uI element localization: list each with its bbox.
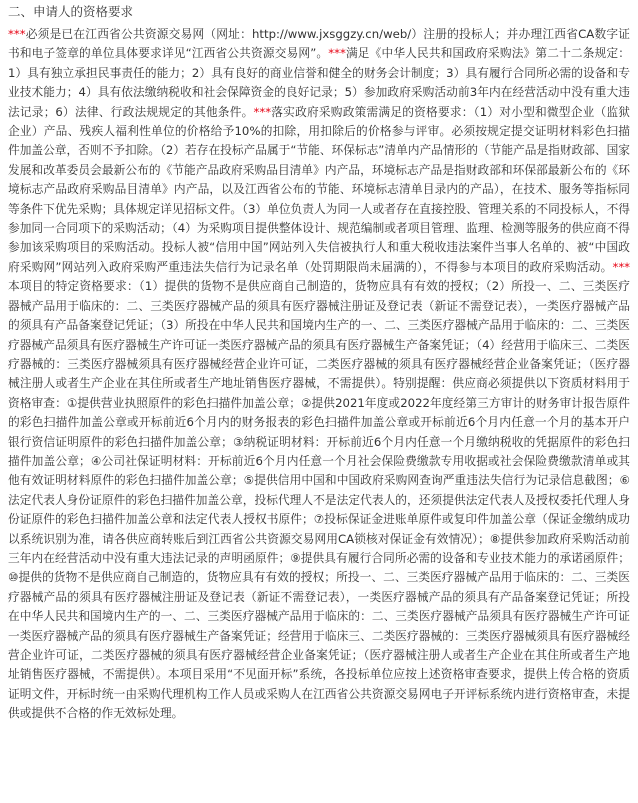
- requirement-specific: 本项目的特定资格要求：（1）提供的货物不是供应商自己制造的，货物应具有有效的授权；（2）所投一、二、三类医疗器械产品用于临床的：二、三类医疗器械产品的须具有医疗器械注册证及登记表（新证不需登记表），一类医疗器械产品的须具有产品备案登记凭证；（3）所投在中华人民共和国境内生产的一、二、三类医疗器械产品用于临床的：二、三类医疗器械产品须具有医疗器械生产许可证一类医疗器械产品的须具有医疗器械生产备案凭证；（4）经营用于临床三、二类医疗器械的：三类医疗器械须具有医疗器械经营企业许可证，二类医疗器械的须具有医疗器械经营企业备案凭证；（医疗器械注册人或者生产企业在其住所或者生产地址销售医疗器械，不需提供）。特别提醒：供应商必须提供以下资质材料用于资格审查：①提供营业执照原件的彩色扫描件加盖公章；②提供2021年度或2022年度经第三方审计的财务审计报告原件的彩色扫描件加盖公章或开标前近6个月内的财务报表的彩色扫描件加盖公章或开标前近6个月内任意一个月的基本开户银行资信证明原件的彩色扫描件加盖公章；③纳税证明材料：开标前近6个月内任意一个月缴纳税收的凭据原件的彩色扫描件加盖公章；④公司社保证明材料：开标前近6个月内任意一个月社会保险费缴款专用收据或社会保险费缴款清单或其他有效证明材料原件的彩色扫描件加盖公章；⑤提供信用中国和中国政府采购网查询严重违法失信行为记录信息截图；⑥法定代表人身份证原件的彩色扫描件加盖公章，投标代理人不是法定代表人的，还须提供法定代表人及授权委托代理人身份证原件的彩色扫描件加盖公章和法定代表人授权书原件；⑦投标保证金进账单原件或复印件加盖公章（保证金缴纳成功以系统识别为准，请各供应商转账后到江西省公共资源交易网用CA锁核对保证金有效情况）；⑧提供参加政府采购活动前三年内在经营活动中没有重大违法记录的声明函原件；⑨提供具有履行合同所必需的设备和专业技术能力的承诺函原件；⑩提供的货物不是供应商自己制造的，货物应具有有效的授权；所投一、二、三类医疗器械产品用于临床的：二、三类医疗器械产品的须具有医疗器械注册证及登记表（新证不需登记表），一类医疗器械产品的须具有产品备案登记凭证；所投在中华人民共和国境内生产的一、二、三类医疗器械产品用于临床的：二、三类医疗器械产品须具有医疗器械生产许可证一类医疗器械产品的须具有医疗器械生产备案凭证；经营用于临床三、二类医疗器械的：三类医疗器械须具有医疗器械经营企业许可证，二类医疗器械的须具有医疗器械经营企业备案凭证；（医疗器械注册人或者生产企业在其住所或者生产地址销售医疗器械，不需提供）。本项目采用“不见面开标”系统，各投标单位应按上述资格审查要求，提供上传合格的资质证明文件，开标时统一由采购代理机构工作人员或采购人在江西省公共资源交易网电子开评标系统内进行资格审查，未提供或提供不合格的作无效标处理。: [8, 279, 630, 721]
- requirement-procurement-law: 满足《中华人民共和国政府采购法》第二十二条规定：1）具有独立承担民事责任的能力；2）具有良好的商业信誉和健全的财务会计制度；3）具有履行合同所必需的设备和专业技术能力；4）具有依法缴纳税收和社会保障资金的良好记录；5）参加政府采购活动前3年内在经营活动中没有重大违法记录；6）法律、行政法规规定的其他条件。: [8, 46, 630, 119]
- requirement-registration: 必须是已在江西省公共资源交易网（网址：http://www.jxsggzy.cn/web/）注册的投标人；并办理江西省CA数字证书和电子签章的单位具体要求详见“江西省公共资源交易网”。: [8, 27, 630, 61]
- asterisk-mark: ***: [253, 104, 272, 119]
- asterisk-mark: ***: [8, 27, 26, 41]
- section-title: 二、申请人的资格要求: [8, 4, 134, 19]
- asterisk-mark: ***: [328, 46, 346, 61]
- requirements-text: [8, 25, 630, 724]
- requirement-policy: 落实政府采购政策需满足的资格要求：（1）对小型和微型企业（监狱企业）产品、残疾人福利性单位的价格给予10%的扣除，用扣除后的价格参与评审。必须按规定提交证明材料彩色扫描件加盖公章，否则不予扣除。（2）若存在投标产品属于“节能、环保标志”清单内产品情形的（节能产品是指财政部、国家发展和改革委员会最新公布的《节能产品政府采购品目清单》内产品，环境标志产品是指财政部和环保部最新公布的《环境标志产品政府采购品目清单》内产品，以及江西省公布的节能、环境标志清单目录内的产品），在技术、服务等指标同等条件下优先采购；具体规定详见招标文件。（3）单位负责人为同一人或者存在直接控股、管理关系的不同投标人，不得参加同一合同项下的采购活动；（4）为采购项目提供整体设计、规范编制或者项目管理、监理、检测等服务的供应商不得参加该采购项目的采购活动。投标人被“信用中国”网站列入失信被执行人和重大税收违法案件当事人名单的、被“中国政府采购网”网站列入政府采购严重违法失信行为记录名单（处罚期限尚未届满的），不得参与本项目的政府采购活动。: [8, 104, 630, 274]
- asterisk-mark: ***: [612, 259, 630, 274]
